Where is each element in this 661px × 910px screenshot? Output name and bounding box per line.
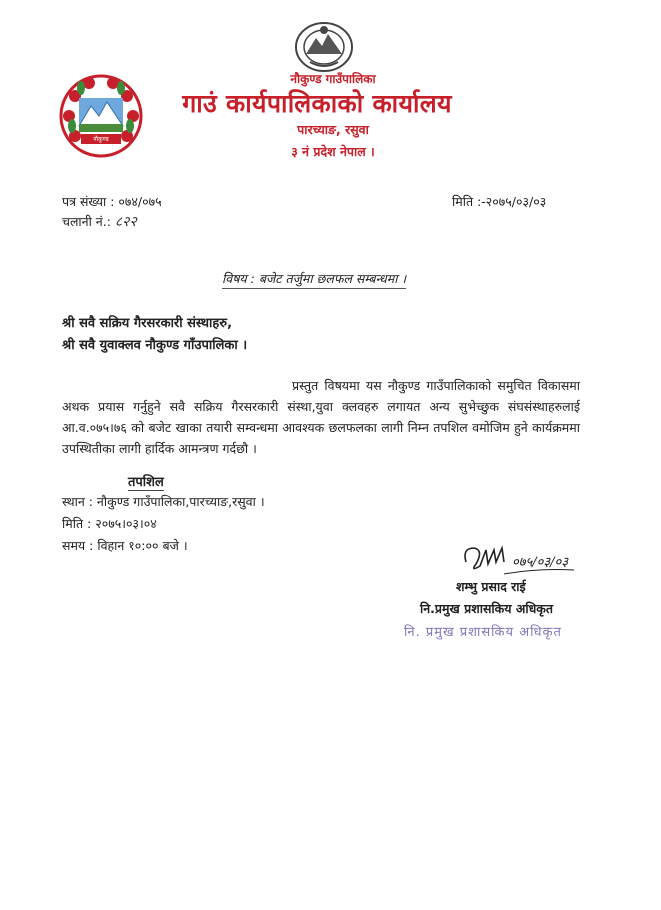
- reference-number: पत्र संख्या : ०७४/०७५: [62, 194, 162, 209]
- recipient-line: श्री सवै युवाक्लव नौकुण्ड गाँउपालिका ।: [62, 338, 248, 353]
- schedule-place: स्थान : नौकुण्ड गाउँपालिका,पारच्याङ,रसुवा ।: [62, 494, 265, 509]
- office-province: ३ नं प्रदेश नेपाल ।: [291, 144, 375, 159]
- municipality-logo-icon: [55, 70, 147, 162]
- signer-name: शम्भु प्रसाद राई: [456, 579, 526, 594]
- letter-subject: विषय : बजेट तर्जुमा छलफल सम्बन्धमा ।: [222, 270, 406, 289]
- dispatch-number: [62, 212, 137, 231]
- signature-date: ०७५/०३/०३: [512, 555, 569, 570]
- office-address: पारच्याङ, रसुवा: [297, 122, 369, 137]
- schedule-time: समय : विहान १०:०० बजे ।: [62, 538, 188, 553]
- office-name: नौकुण्ड गाउँपालिका: [290, 72, 376, 86]
- national-emblem-icon: [292, 20, 356, 74]
- letter-body-text: प्रस्तुत विषयमा यस नौकुण्ड गाउँपालिकाको समुचित विकासमा अथक प्रयास गर्नुहुने सवै सक्रिय गैरसरकारी संस्था,युवा क्लवहरु लगायत अन्य सुभेच्छुक संघसंस्थाहरुलाई आ.व.०७५।७६ को बजेट खाका तयारी सम्वन्धमा आवश्यक छलफलका लागी निम्न तपशिल वमोजिम हुने कार्यक्रममा उपस्थितीका लागी हार्दिक आमन्त्रण गर्दछौ ।: [62, 378, 580, 456]
- dispatch-label: चलानी नं.:: [62, 214, 111, 229]
- official-stamp: नि. प्रमुख प्रशासकिय अधिकृत: [404, 625, 562, 640]
- signer-title: नि.प्रमुख प्रशासकिय अधिकृत: [420, 601, 554, 616]
- dispatch-value: ८२२: [114, 214, 137, 230]
- svg-text:नौकुण्ड: नौकुण्ड: [93, 136, 109, 143]
- recipient-line: श्री सवै सक्रिय गैरसरकारी संस्थाहरु,: [62, 316, 233, 331]
- letter-body: [62, 375, 580, 459]
- schedule-date: मिति : २०७५।०३।०४: [62, 516, 157, 531]
- office-title: गाउं कार्यपालिकाको कार्यालय: [182, 89, 452, 118]
- handwritten-signature-icon: [458, 540, 578, 580]
- schedule-heading: तपशिल: [128, 472, 164, 491]
- letter-date: मिति :-२०७५/०३/०३: [452, 194, 547, 209]
